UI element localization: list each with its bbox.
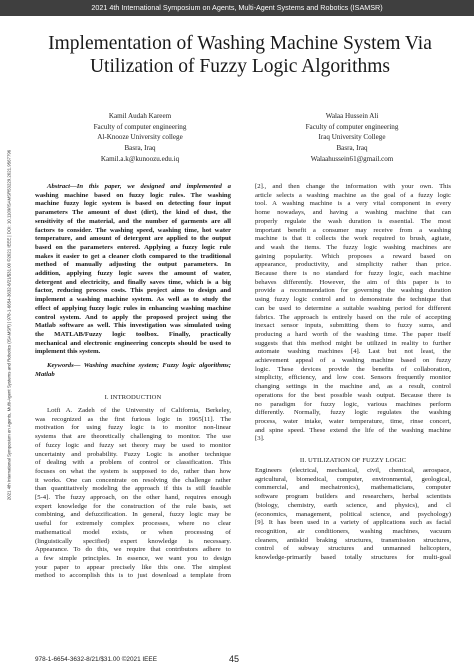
conference-banner: 2021 4th International Symposium on Agents, Multi-Agent Systems and Robotics (ISAMSR) (0, 0, 474, 16)
abstract-line: Abstract—In this paper, we designed and implemented a (47, 183, 231, 190)
keywords (35, 362, 231, 379)
author-block-2 (272, 111, 432, 165)
body-line: simplicity, efficiency, and low cost. Sensors frequently monitor (255, 374, 451, 382)
body-line: home nowadays, and having a washing machine that can (255, 209, 451, 217)
body-line: Because there is no standard for fuzzy logic, each machine (255, 270, 451, 278)
abstract-line: factor, reducing process costs. This project aims to design and (35, 287, 231, 295)
body-line: fabrics. The approach is entirely based on the rule of accepting (255, 313, 451, 321)
body-line: combining, and defuzzification. In general, fuzzy logic may be (35, 511, 231, 519)
body-line: a few simple principles. In essence, we want you to design (35, 554, 231, 562)
body-line: automate washing machines [4]. Last but not least, the (255, 348, 451, 356)
section-heading-utilization: II. UTILIZATION OF FUZZY LOGIC (299, 457, 407, 464)
abstract-line: effect of applying fuzzy logic rules in enhancing washing machine (35, 304, 231, 312)
abstract-line: implement a washing machine system. As well as to study the (35, 296, 231, 304)
author-location: Basra, Iraq (336, 144, 368, 153)
body-line: operations for the best possible wash output. Because there is (255, 391, 451, 399)
abstract (35, 183, 231, 357)
body-line: can be used to determine a suitable washing period for different (255, 304, 451, 312)
section2-body (255, 467, 451, 563)
body-line: provide a recommendation for governing the washing duration (255, 287, 451, 295)
body-line: your paper to appear precisely like this one. The simplest (35, 563, 231, 571)
body-line: and spine speed. These extend the life of the washing machine (255, 426, 451, 434)
body-line: useful for extremely complex processes, where no clear (35, 520, 231, 528)
author-block-1 (60, 111, 220, 165)
abstract-line: control system. And to apply the proposed project using the (35, 313, 231, 321)
body-line: it works. One can concentrate on resolving the challenge rather (35, 476, 231, 484)
abstract-line: mechanical and electronic engineering concepts should be used to (35, 339, 231, 347)
body-line: achievement appeal of a washing machine based on fuzzy (255, 357, 451, 365)
keywords-line: Keywords— Washing machine system; Fuzzy logic algorithms; (47, 362, 231, 369)
body-line: using fuzzy logic control and to demonstrate the technique that (255, 296, 451, 304)
body-line: [5-4]. The fuzzy approach, on the other hand, requires enough (35, 494, 231, 502)
keywords-line: Matlab (35, 370, 55, 378)
body-line: recognition, air conditioners, washing machines, vacuum (255, 527, 451, 535)
footer-copyright: 978-1-6654-3632-8/21/$31.00 ©2021 IEEE (35, 656, 157, 663)
author-name: Walaa Hussein Ali (325, 112, 379, 120)
body-line: article selects a washing machine as the goal of a fuzzy logic (255, 191, 451, 199)
title-line: Utilization of Fuzzy Logic Algorithms (89, 56, 391, 77)
author-affiliation: Iraq University College (318, 133, 386, 142)
author-location: Basra, Iraq (124, 144, 156, 153)
body-line: (economics, management, political science, and psychology) (255, 510, 451, 518)
body-line: was recognized as the first furious logic in 1965[11]. The (35, 415, 231, 423)
abstract-line: the MATLAB/Fuzzy logic toolbox. Finally, practically (35, 330, 231, 338)
body-line: inexact sensor inputs, submitting them to fuzzy sums, and (255, 322, 451, 330)
body-line: properly regulate the wash duration is essential. The most (255, 217, 451, 225)
abstract-line: makes it easier to get a cleaner cloth compared to the traditional (35, 252, 231, 260)
abstract-line: addition, applying fuzzy logic saves the amount of water, (35, 270, 231, 278)
body-line: knowledge-primarily based totally structures for multi-goal (255, 554, 451, 562)
author-email: Walaahussein61@gmail.com (310, 154, 394, 163)
body-line: [9]. It has been used in a variety of applications such as facial (255, 519, 451, 527)
body-line: (biology, chemistry, earth science, and physics), and cl (255, 501, 451, 509)
right-column-body (255, 183, 451, 444)
body-line: cleaners, antiskid braking structures, transmission structures, (255, 536, 451, 544)
body-line: method to accomplish this is to just download a template from (35, 572, 231, 580)
body-line: mathematical model exists, or when processing of (35, 528, 231, 536)
body-line: differently. Normally, fuzzy logic regulates the washing (255, 409, 451, 417)
author-email: Kamil.a.k@kunoozu.edu.iq (100, 154, 180, 163)
body-line: important benefit a consumer may receive from a washing (255, 226, 451, 234)
body-line: changing settings in the machine and, as a result, control (255, 383, 451, 391)
abstract-line: sensitivity of the material, and the number of garments are all (35, 217, 231, 225)
body-line: gaining popularity. Which proposes a reward based on (255, 252, 451, 260)
doi-side-strip (0, 0, 18, 670)
body-line: appearance, productivity, and simplicity rather than price. (255, 261, 451, 269)
body-line: systems that are theoretically challenging to monitor. The use (35, 433, 231, 441)
body-line: control of subway structures and unmanned helicopters, (255, 545, 451, 553)
body-line: behaves differently. However, the aim of this paper is to (255, 278, 451, 286)
abstract-line: temperature, and amount of detergent are applied to the output (35, 235, 231, 243)
author-affiliation: Faculty of computer engineering (93, 122, 187, 131)
body-line: machine is that it collects the work required to brush, agitate, (255, 235, 451, 243)
page-number: 45 (229, 654, 240, 664)
body-line: (linguistically specified) expert knowledge is necessary. (35, 537, 231, 545)
section-heading-introduction: I. INTRODUCTION (104, 394, 162, 401)
abstract-line: detergent and electricity, and finally saves time, which is a big (35, 278, 231, 286)
body-line: focuses on what the system is supposed to do, rather than how (35, 467, 231, 475)
abstract-line: washing machine based on fuzzy logic rules. The washing (35, 191, 231, 199)
abstract-line: Matlab software as well. This investigation was simulated using (35, 322, 231, 330)
body-line: Engineers (electrical, mechanical, civil, chemical, aerospace, (255, 467, 451, 474)
body-line: of dealing with a problem of control or classification. This (35, 459, 231, 467)
body-line: process, water intake, water temperature, time, rinse concert, (255, 417, 451, 425)
body-line: and wash the items. The fuzzy logic washing machines are (255, 243, 451, 251)
author-affiliation: Al-Knooze University college (97, 133, 183, 142)
body-line: expert knowledge for the construction of the rule basis, set (35, 502, 231, 510)
title-line: Implementation of Washing Machine System Via (48, 33, 432, 54)
abstract-line: machine fuzzy logic system is based on detecting four input (35, 200, 231, 208)
body-line: motivation for using fuzzy logic is to monitor non-linear (35, 424, 231, 432)
body-line: producing a hard worth of the washing time. The paper itself (255, 330, 451, 338)
body-line: logic. These devices provide the benefits of collaboration, (255, 365, 451, 373)
body-line: software program builders and researchers, herbal scientists (255, 493, 451, 501)
introduction-body (35, 407, 231, 581)
body-line: [2]., and then change the information with your own. This (255, 183, 451, 190)
body-line: [3]. (255, 435, 265, 443)
abstract-line: factors to consider. The washing speed, washing time, hot water (35, 226, 231, 234)
body-line: Appearance. To do this, we require that contributors adhere to (35, 546, 231, 554)
body-line: of fuzzy logic and fuzzy set theory may be used to monitor (35, 441, 231, 449)
author-affiliation: Faculty of computer engineering (305, 122, 399, 131)
body-line: Lotfi A. Zadeh of the University of California, Berkeley, (47, 407, 231, 414)
body-line: tool. A washing machine is a very vital component in every (255, 200, 451, 208)
body-line: no paradigm for fuzzy logic, various machines perform (255, 400, 451, 408)
body-line: than quantitatively modeling the approach if this is still feasible (35, 485, 231, 493)
abstract-line: parameters The amount of dust (dirt), the kind of dust, the (35, 209, 231, 217)
doi-text: 2021 4th International Symposium on Agents, Multi-Agent Systems and Robotics (ISAMSR) | 978-1-6654-3632-8/21/$31.00 ©2021 IEEE | DOI: 10.1109/ISAMSR53229.2021.9567796 (6, 149, 12, 501)
abstract-line: method of manually adjusting the output parameters. In (35, 261, 231, 269)
abstract-line: implement this system. (35, 348, 101, 356)
author-name: Kamil Audah Kareem (108, 112, 172, 120)
body-line: commercial, and mechatronics), mathematicians, computer (255, 484, 451, 492)
body-line: uncertainty and probability. Fuzzy Logic is another technique (35, 450, 231, 458)
body-line: suggests that this method might be utilized in reality to further (255, 339, 451, 347)
body-line: agricultural, biomedical, computer, environmental, geological, (255, 475, 451, 483)
paper-title (40, 32, 440, 78)
abstract-line: based on the parameters entered. Applying a fuzzy logic rule (35, 243, 231, 251)
